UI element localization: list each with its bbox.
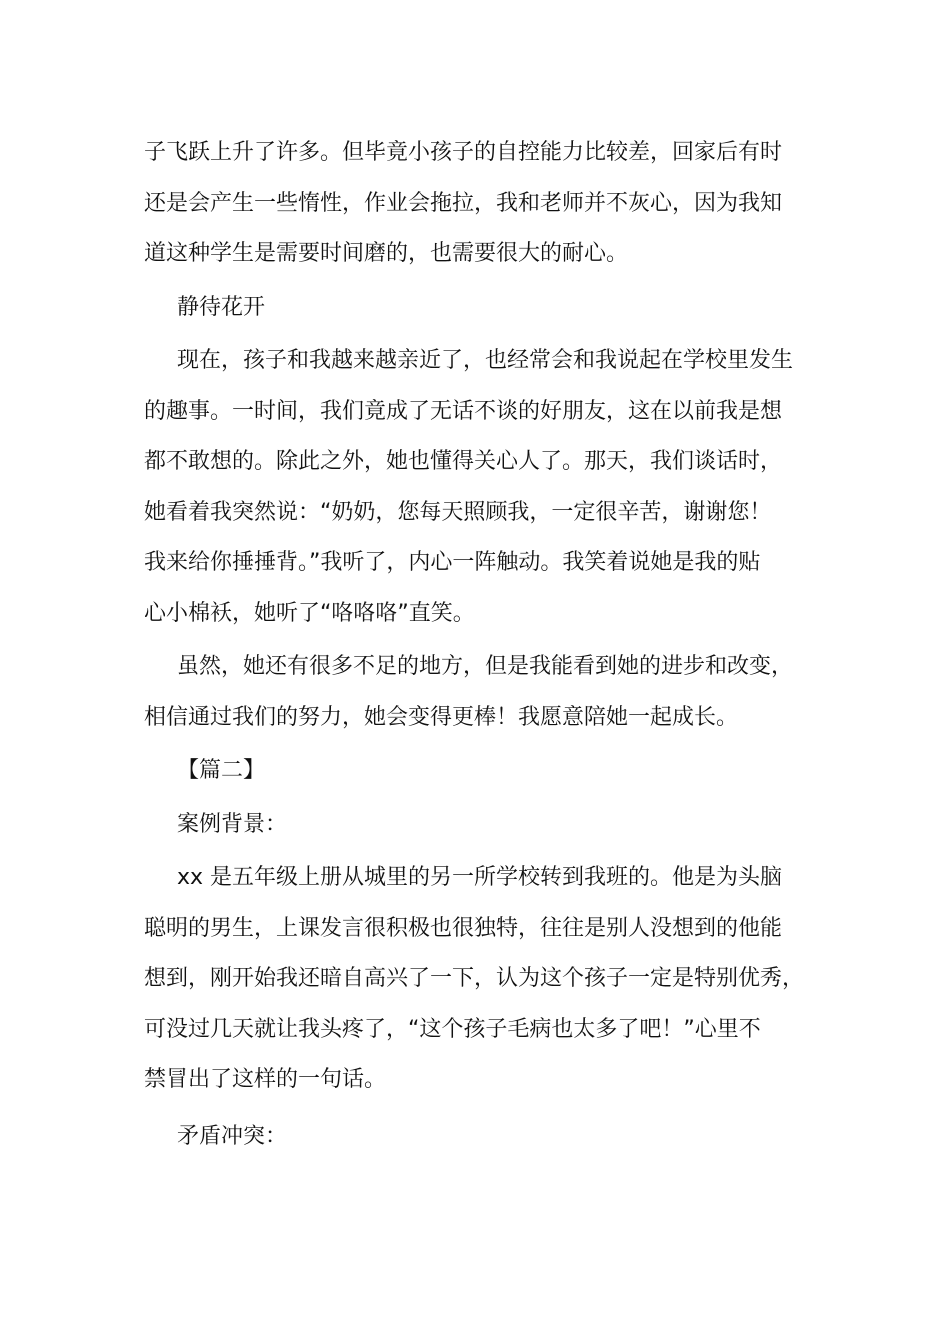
text-line: 子飞跃上升了许多。但毕竟小孩子的自控能力比较差，回家后有时	[144, 140, 783, 165]
document-body	[144, 128, 806, 1162]
text-line: 我来给你捶捶背。”我听了，内心一阵触动。我笑着说她是我的贴	[144, 550, 761, 575]
text-line: 聪明的男生，上课发言很积极也很独特，往往是别人没想到的他能	[144, 915, 783, 941]
text-line: 可没过几天就让我头疼了，“这个孩子毛病也太多了吧！”心里不	[144, 1016, 761, 1042]
text-line: 【篇二】	[177, 758, 266, 783]
text-line: 矛盾冲突：	[177, 1123, 288, 1149]
text-line: 案例背景：	[177, 811, 288, 837]
text-line: 禁冒出了这样的一句话。	[144, 1067, 387, 1092]
text-line: xx 是五年级上册从城里的另一所学校转到我班的。他是为头脑	[177, 865, 783, 890]
section-heading	[144, 283, 806, 334]
section-heading	[144, 800, 806, 851]
paragraph	[144, 853, 806, 1106]
text-line: 的趣事。一时间，我们竟成了无话不谈的好朋友，这在以前我是想	[144, 398, 783, 424]
text-line: 她看着我突然说：“奶奶，您每天照顾我，一定很辛苦，谢谢您！	[144, 499, 772, 525]
section-heading	[144, 1112, 806, 1163]
text-line: 相信通过我们的努力，她会变得更棒！我愿意陪她一起成长。	[144, 704, 739, 730]
paragraph	[144, 642, 806, 743]
text-line: 心小棉袄，她听了“咯咯咯”直笑。	[144, 600, 475, 626]
text-line: 现在，孩子和我越来越亲近了，也经常会和我说起在学校里发生	[177, 348, 794, 373]
paragraph	[144, 128, 806, 280]
text-line: 虽然，她还有很多不足的地方，但是我能看到她的进步和改变，	[177, 654, 794, 679]
text-line: 道这种学生是需要时间磨的，也需要很大的耐心。	[144, 241, 629, 266]
text-line: 静待花开	[177, 294, 266, 320]
paragraph	[144, 336, 806, 639]
text-line: 还是会产生一些惰性，作业会拖拉，我和老师并不灰心，因为我知	[144, 190, 783, 216]
text-line: 都不敢想的。除此之外，她也懂得关心人了。那天，我们谈话时，	[144, 449, 783, 474]
text-line: 想到，刚开始我还暗自高兴了一下，认为这个孩子一定是特别优秀，	[144, 966, 805, 991]
section-marker	[144, 746, 806, 797]
